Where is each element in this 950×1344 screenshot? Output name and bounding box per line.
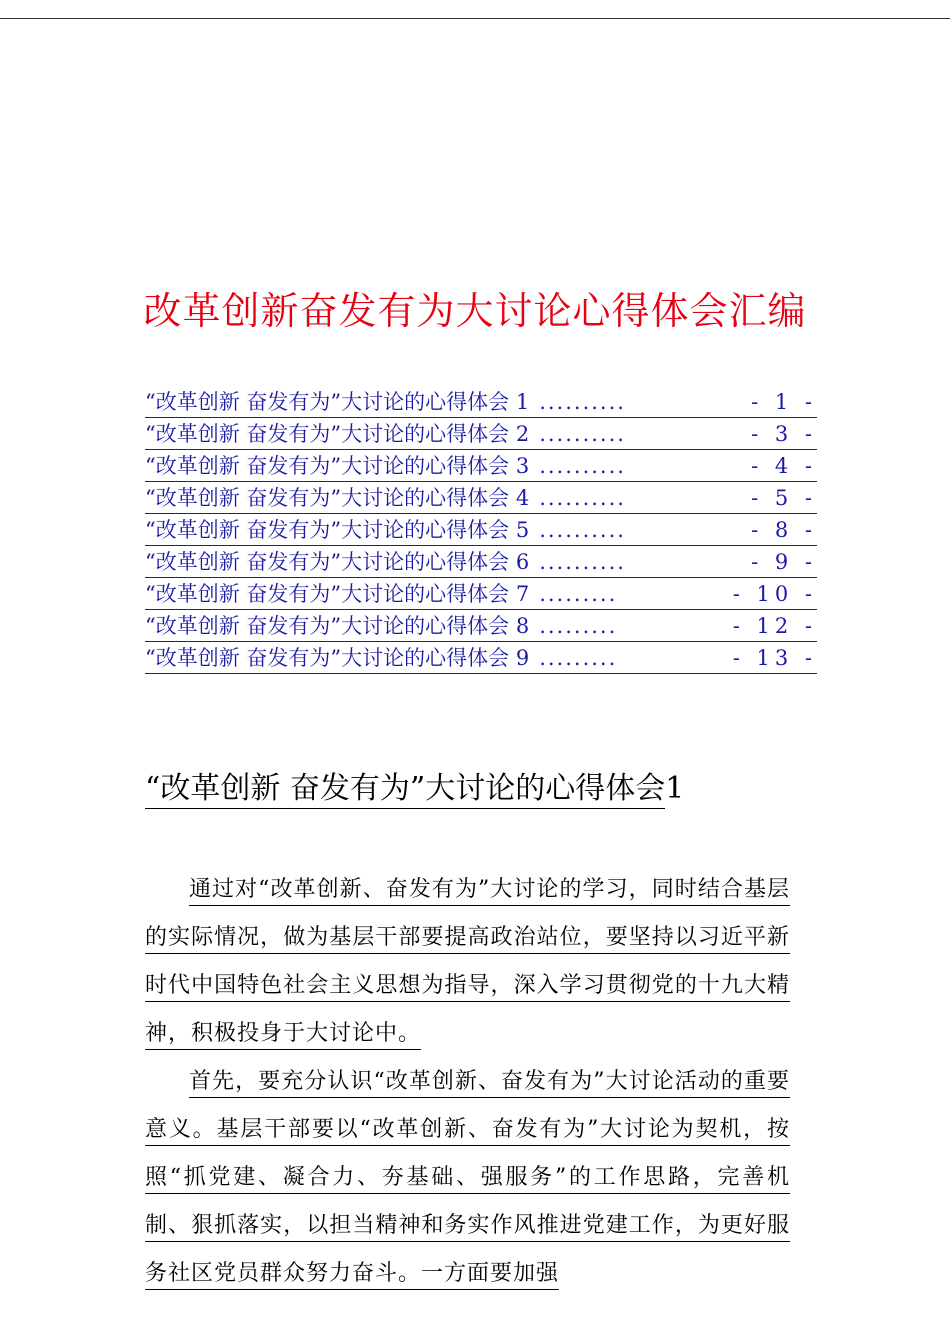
toc-leader-dots: .......... xyxy=(539,486,626,510)
toc-page-number: - 8 - xyxy=(751,518,817,542)
toc-page-number: - 10 - xyxy=(732,582,817,606)
toc-entry-title: “改革创新 奋发有为”大讨论的心得体会 2 xyxy=(145,422,530,446)
toc-entry-title: “改革创新 奋发有为”大讨论的心得体会 3 xyxy=(145,454,530,478)
toc-entry-4[interactable] xyxy=(145,482,817,514)
toc-entry-9[interactable] xyxy=(145,642,817,674)
table-of-contents xyxy=(145,386,817,674)
toc-entry-title: “改革创新 奋发有为”大讨论的心得体会 8 xyxy=(145,614,530,638)
toc-page-number: - 12 - xyxy=(732,614,817,638)
paragraph xyxy=(145,1058,790,1298)
toc-entry-8[interactable] xyxy=(145,610,817,642)
toc-entry-title: “改革创新 奋发有为”大讨论的心得体会 9 xyxy=(145,646,530,670)
toc-leader-dots: .......... xyxy=(539,422,626,446)
toc-entry-title: “改革创新 奋发有为”大讨论的心得体会 7 xyxy=(145,582,530,606)
toc-entry-1[interactable] xyxy=(145,386,817,418)
toc-entry-3[interactable] xyxy=(145,450,817,482)
document-title: 改革创新奋发有为大讨论心得体会汇编 xyxy=(143,289,807,333)
paragraph xyxy=(145,866,790,1058)
toc-entry-6[interactable] xyxy=(145,546,817,578)
paragraph-text: 通过对“改革创新、奋发有为”大讨论的学习，同时结合基层的实际情况，做为基层干部要提高政治站位，要坚持以习近平新时代中国特色社会主义思想为指导，深入学习贯彻党的十九大精神，积极投身于大讨论中。 xyxy=(145,877,790,1050)
toc-page-number: - 4 - xyxy=(751,454,817,478)
toc-leader-dots: ......... xyxy=(539,614,618,638)
toc-page-number: - 1 - xyxy=(751,390,817,414)
toc-entry-title: “改革创新 奋发有为”大讨论的心得体会 4 xyxy=(145,486,530,510)
section-heading-text: “改革创新 奋发有为”大讨论的心得体会 xyxy=(145,771,665,809)
header-rule xyxy=(0,18,950,19)
toc-page-number: - 3 - xyxy=(751,422,817,446)
toc-entry-title: “改革创新 奋发有为”大讨论的心得体会 1 xyxy=(145,390,530,414)
toc-entry-title: “改革创新 奋发有为”大讨论的心得体会 6 xyxy=(145,550,530,574)
toc-page-number: - 9 - xyxy=(751,550,817,574)
paragraph-text: 首先，要充分认识“改革创新、奋发有为”大讨论活动的重要意义。基层干部要以“改革创新、奋发有为”大讨论为契机，按照“抓党建、凝合力、夯基础、强服务”的工作思路，完善机制、狠抓落实，以担当精神和务实作风推进党建工作，为更好服务社区党员群众努力奋斗。一方面要加强 xyxy=(145,1069,790,1290)
section-heading xyxy=(145,766,835,812)
toc-entry-2[interactable] xyxy=(145,418,817,450)
toc-page-number: - 13 - xyxy=(732,646,817,670)
toc-leader-dots: .......... xyxy=(539,390,626,414)
section-body xyxy=(145,866,790,1298)
toc-leader-dots: .......... xyxy=(539,454,626,478)
toc-page-number: - 5 - xyxy=(751,486,817,510)
toc-entry-7[interactable] xyxy=(145,578,817,610)
toc-entry-title: “改革创新 奋发有为”大讨论的心得体会 5 xyxy=(145,518,530,542)
toc-leader-dots: ......... xyxy=(539,582,618,606)
toc-leader-dots: ......... xyxy=(539,646,618,670)
toc-leader-dots: .......... xyxy=(539,550,626,574)
section-heading-number: 1 xyxy=(665,771,685,806)
toc-entry-5[interactable] xyxy=(145,514,817,546)
toc-leader-dots: .......... xyxy=(539,518,626,542)
